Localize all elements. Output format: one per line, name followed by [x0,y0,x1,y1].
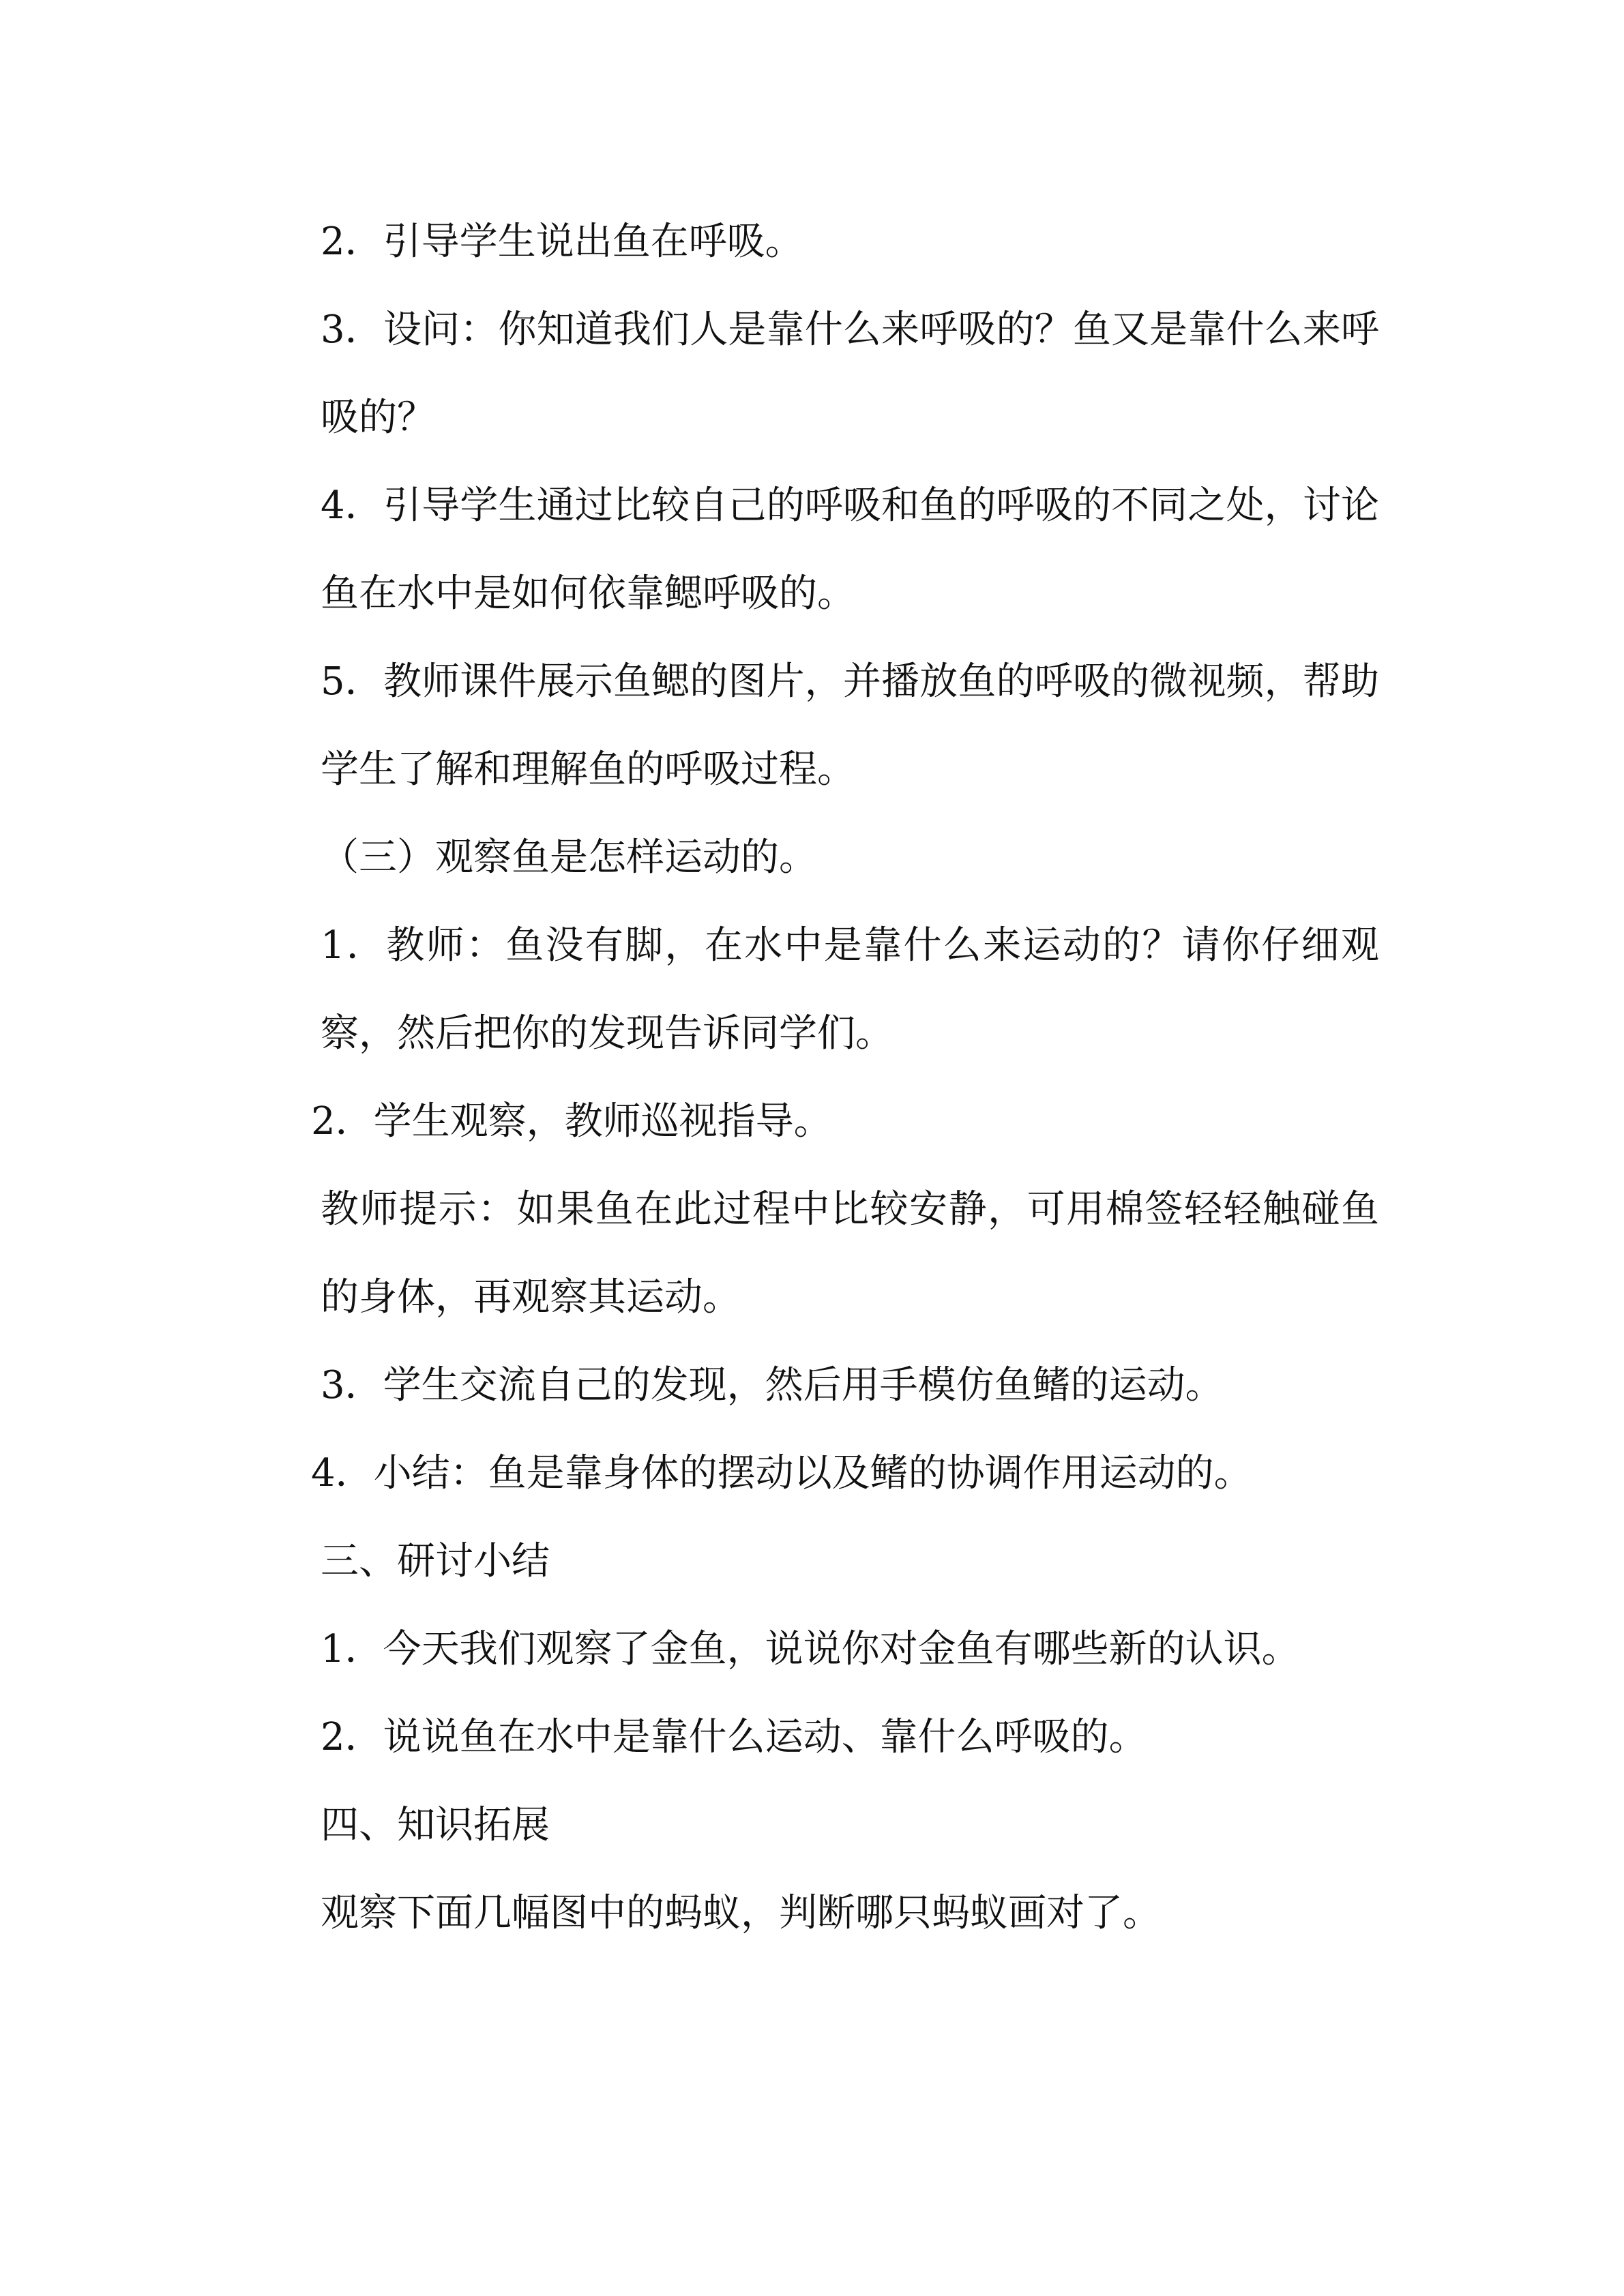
section-heading-extension: 四、知识拓展 [321,1803,550,1847]
paragraph-step-5-video: 5．教师课件展示鱼鳃的图片，并播放鱼的呼吸的微视频，帮助学生了解和理解鱼的呼吸过程。 [321,659,1379,792]
document-body [247,198,1379,1957]
paragraph-movement-summary: 4．小结：鱼是靠身体的摆动以及鳍的协调作用运动的。 [311,1451,1252,1495]
paragraph-movement-step-2: 2．学生观察，教师巡视指导。 [311,1099,832,1144]
paragraph-movement-step-1: 1．教师：鱼没有脚，在水中是靠什么来运动的？请你仔细观察，然后把你的发现告诉同学们。 [321,923,1379,1056]
paragraph-extension-ants: 观察下面几幅图中的蚂蚁，判断哪只蚂蚁画对了。 [321,1891,1161,1935]
paragraph-step-2-breathing: 2．引导学生说出鱼在呼吸。 [321,220,803,264]
paragraph-step-4-compare: 4．引导学生通过比较自己的呼吸和鱼的呼吸的不同之处，讨论鱼在水中是如何依靠鳃呼吸的。 [321,483,1379,616]
section-heading-observe-movement: （三）观察鱼是怎样运动的。 [321,835,817,880]
section-heading-discussion: 三、研讨小结 [321,1539,550,1583]
paragraph-movement-step-3: 3．学生交流自己的发现，然后用手模仿鱼鳍的运动。 [321,1363,1224,1407]
paragraph-step-3-question: 3．设问：你知道我们人是靠什么来呼吸的？鱼又是靠什么来呼吸的？ [321,308,1379,440]
paragraph-discussion-2: 2．说说鱼在水中是靠什么运动、靠什么呼吸的。 [321,1715,1147,1759]
paragraph-discussion-1: 1．今天我们观察了金鱼，说说你对金鱼有哪些新的认识。 [321,1627,1300,1671]
paragraph-teacher-tip: 教师提示：如果鱼在此过程中比较安静，可用棉签轻轻触碰鱼的身体，再观察其运动。 [321,1187,1379,1320]
